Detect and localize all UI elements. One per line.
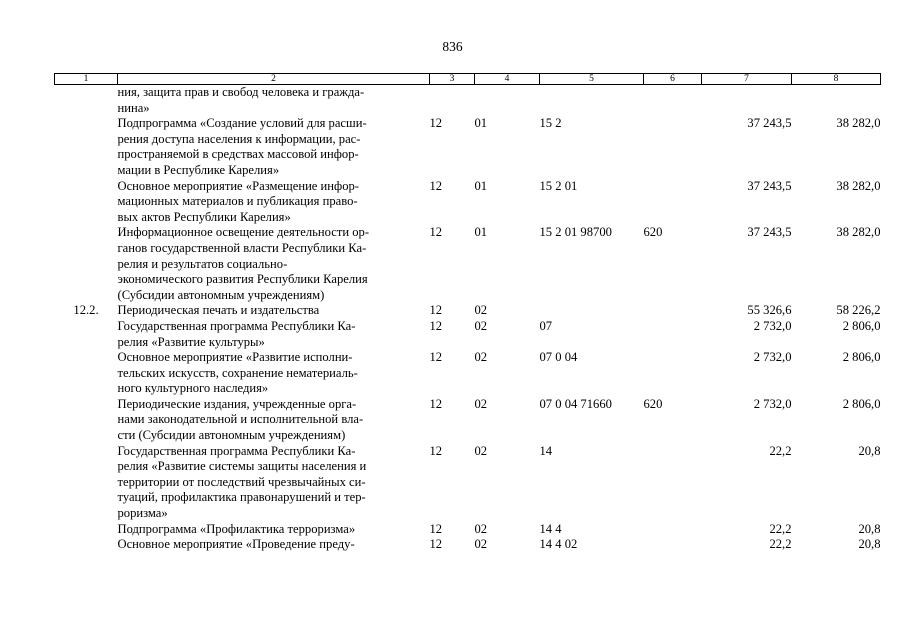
target-article-code: 07 0 04 <box>539 350 578 365</box>
row-number <box>55 397 118 444</box>
section-code: 12 <box>429 521 443 536</box>
column-number-header-row <box>55 74 881 85</box>
amount-year-1: 22,2 <box>769 443 792 458</box>
amount-year-1 <box>702 85 792 117</box>
amount-year-1: 55 326,6 <box>747 303 792 318</box>
expense-type-code <box>644 179 702 226</box>
column-header-4: 4 <box>475 74 540 85</box>
item-name-line: сти (Субсидии автономным учреждениям) <box>117 428 346 443</box>
item-name-line: (Субсидии автономным учреждениям) <box>117 287 325 302</box>
amount-year-2: 20,8 <box>858 537 881 552</box>
item-name-line: Подпрограмма «Создание условий для расши- <box>117 116 367 131</box>
item-name-line: Подпрограмма «Профилактика терроризма» <box>117 521 356 536</box>
item-name-line: туаций, профилактика правонарушений и тер- <box>117 490 366 505</box>
amount-year-1: 22,2 <box>769 521 792 536</box>
item-name-line: тельских искусств, сохранение нематериаль- <box>117 365 358 380</box>
expense-type-code: 620 <box>643 396 663 411</box>
item-name-line: Периодическая печать и издательства <box>117 303 320 318</box>
row-number: 12.2. <box>73 303 99 318</box>
section-code: 12 <box>429 116 443 131</box>
row-number <box>55 522 118 538</box>
item-name-line: ганов государственной власти Республики Ка- <box>117 240 367 255</box>
item-name <box>118 350 430 397</box>
subsection-code: 02 <box>474 303 488 318</box>
item-name <box>118 397 430 444</box>
budget-table <box>54 73 881 553</box>
item-name-line: пространяемой в средствах массовой инфор- <box>117 147 359 162</box>
row-number <box>55 116 118 178</box>
item-name-line: релия «Развитие системы защиты населения и <box>117 459 367 474</box>
item-name-line: нина» <box>117 100 150 115</box>
amount-year-1: 2 732,0 <box>753 350 792 365</box>
item-name-line: вых актов Республики Карелия» <box>117 209 291 224</box>
target-article-code: 14 4 02 <box>539 537 578 552</box>
table-row <box>55 303 881 319</box>
amount-year-2: 2 806,0 <box>842 318 881 333</box>
table-row <box>55 444 881 522</box>
item-name <box>118 116 430 178</box>
item-name-line: рения доступа населения к информации, рас- <box>117 131 361 146</box>
target-article-code <box>540 303 644 319</box>
item-name-line: Основное мероприятие «Размещение инфор- <box>117 178 359 193</box>
expense-type-code <box>644 537 702 553</box>
section-code: 12 <box>429 225 443 240</box>
item-name-line: Информационное освещение деятельности ор- <box>117 225 370 240</box>
amount-year-2 <box>792 85 881 117</box>
target-article-code: 15 2 01 98700 <box>539 225 612 240</box>
column-header-2: 2 <box>118 74 430 85</box>
item-name-line: Государственная программа Республики Ка- <box>117 318 356 333</box>
subsection-code: 02 <box>474 443 488 458</box>
amount-year-2: 20,8 <box>858 521 881 536</box>
amount-year-2: 38 282,0 <box>836 178 881 193</box>
section-code: 12 <box>429 396 443 411</box>
table-row <box>55 397 881 444</box>
amount-year-2: 38 282,0 <box>836 225 881 240</box>
table-row <box>55 350 881 397</box>
table-row <box>55 319 881 350</box>
item-name-line: роризма» <box>117 506 168 521</box>
expense-type-code <box>644 303 702 319</box>
section-code <box>430 85 475 117</box>
expense-type-code <box>644 444 702 522</box>
subsection-code: 02 <box>474 318 488 333</box>
amount-year-2: 20,8 <box>858 443 881 458</box>
item-name <box>118 225 430 303</box>
target-article-code: 14 4 <box>539 521 562 536</box>
row-number <box>55 225 118 303</box>
amount-year-2: 38 282,0 <box>836 116 881 131</box>
item-name <box>118 319 430 350</box>
table-body <box>55 85 881 553</box>
section-code: 12 <box>429 537 443 552</box>
item-name <box>118 522 430 538</box>
target-article-code: 07 <box>539 318 553 333</box>
item-name-line: ного культурного наследия» <box>117 381 269 396</box>
expense-type-code <box>644 116 702 178</box>
section-code: 12 <box>429 178 443 193</box>
subsection-code: 02 <box>474 396 488 411</box>
item-name-line: Основное мероприятие «Развитие исполни- <box>117 350 353 365</box>
section-code: 12 <box>429 350 443 365</box>
item-name-line: территории от последствий чрезвычайных си- <box>117 474 366 489</box>
column-header-5: 5 <box>540 74 644 85</box>
row-number <box>55 319 118 350</box>
row-number <box>55 179 118 226</box>
amount-year-1: 37 243,5 <box>747 225 792 240</box>
item-name <box>118 444 430 522</box>
amount-year-1: 2 732,0 <box>753 396 792 411</box>
page-number: 836 <box>442 39 463 54</box>
expense-type-code: 620 <box>643 225 663 240</box>
table-row <box>55 537 881 553</box>
item-name-line: Периодические издания, учрежденные орга- <box>117 396 357 411</box>
subsection-code: 02 <box>474 537 488 552</box>
expense-type-code <box>644 522 702 538</box>
column-header-1: 1 <box>55 74 118 85</box>
item-name-line: мационных материалов и публикация право- <box>117 194 358 209</box>
row-number <box>55 537 118 553</box>
subsection-code: 01 <box>474 225 488 240</box>
amount-year-2: 58 226,2 <box>836 303 881 318</box>
expense-type-code <box>644 85 702 117</box>
section-code: 12 <box>429 303 443 318</box>
row-number <box>55 350 118 397</box>
subsection-code: 02 <box>474 521 488 536</box>
table-row <box>55 225 881 303</box>
row-number <box>55 85 118 117</box>
table-row <box>55 85 881 117</box>
amount-year-1: 2 732,0 <box>753 318 792 333</box>
table-row <box>55 116 881 178</box>
item-name <box>118 537 430 553</box>
amount-year-2: 2 806,0 <box>842 350 881 365</box>
item-name <box>118 303 430 319</box>
amount-year-1: 22,2 <box>769 537 792 552</box>
item-name-line: релия и результатов социально- <box>117 256 288 271</box>
item-name-line: Основное мероприятие «Проведение преду- <box>117 537 355 552</box>
subsection-code <box>475 85 540 117</box>
item-name-line: Государственная программа Республики Ка- <box>117 443 356 458</box>
section-code: 12 <box>429 318 443 333</box>
expense-type-code <box>644 319 702 350</box>
column-header-7: 7 <box>702 74 792 85</box>
target-article-code: 15 2 <box>539 116 562 131</box>
item-name-line: нами законодательной и исполнительной вла- <box>117 412 364 427</box>
target-article-code: 07 0 04 71660 <box>539 396 612 411</box>
item-name-line: ния, защита прав и свобод человека и гражда- <box>117 85 365 99</box>
item-name-line: мации в Республике Карелия» <box>117 162 280 177</box>
item-name-line: релия «Развитие культуры» <box>117 334 265 349</box>
table-row <box>55 179 881 226</box>
amount-year-1: 37 243,5 <box>747 116 792 131</box>
target-article-code <box>540 85 644 117</box>
item-name-line: экономического развития Республики Карелия <box>117 272 368 287</box>
column-header-3: 3 <box>430 74 475 85</box>
expense-type-code <box>644 350 702 397</box>
section-code: 12 <box>429 443 443 458</box>
column-header-6: 6 <box>644 74 702 85</box>
amount-year-2: 2 806,0 <box>842 396 881 411</box>
item-name <box>118 179 430 226</box>
column-header-8: 8 <box>792 74 881 85</box>
table-row <box>55 522 881 538</box>
subsection-code: 02 <box>474 350 488 365</box>
amount-year-1: 37 243,5 <box>747 178 792 193</box>
target-article-code: 15 2 01 <box>539 178 578 193</box>
subsection-code: 01 <box>474 178 488 193</box>
row-number <box>55 444 118 522</box>
target-article-code: 14 <box>539 443 553 458</box>
subsection-code: 01 <box>474 116 488 131</box>
item-name <box>118 85 430 117</box>
